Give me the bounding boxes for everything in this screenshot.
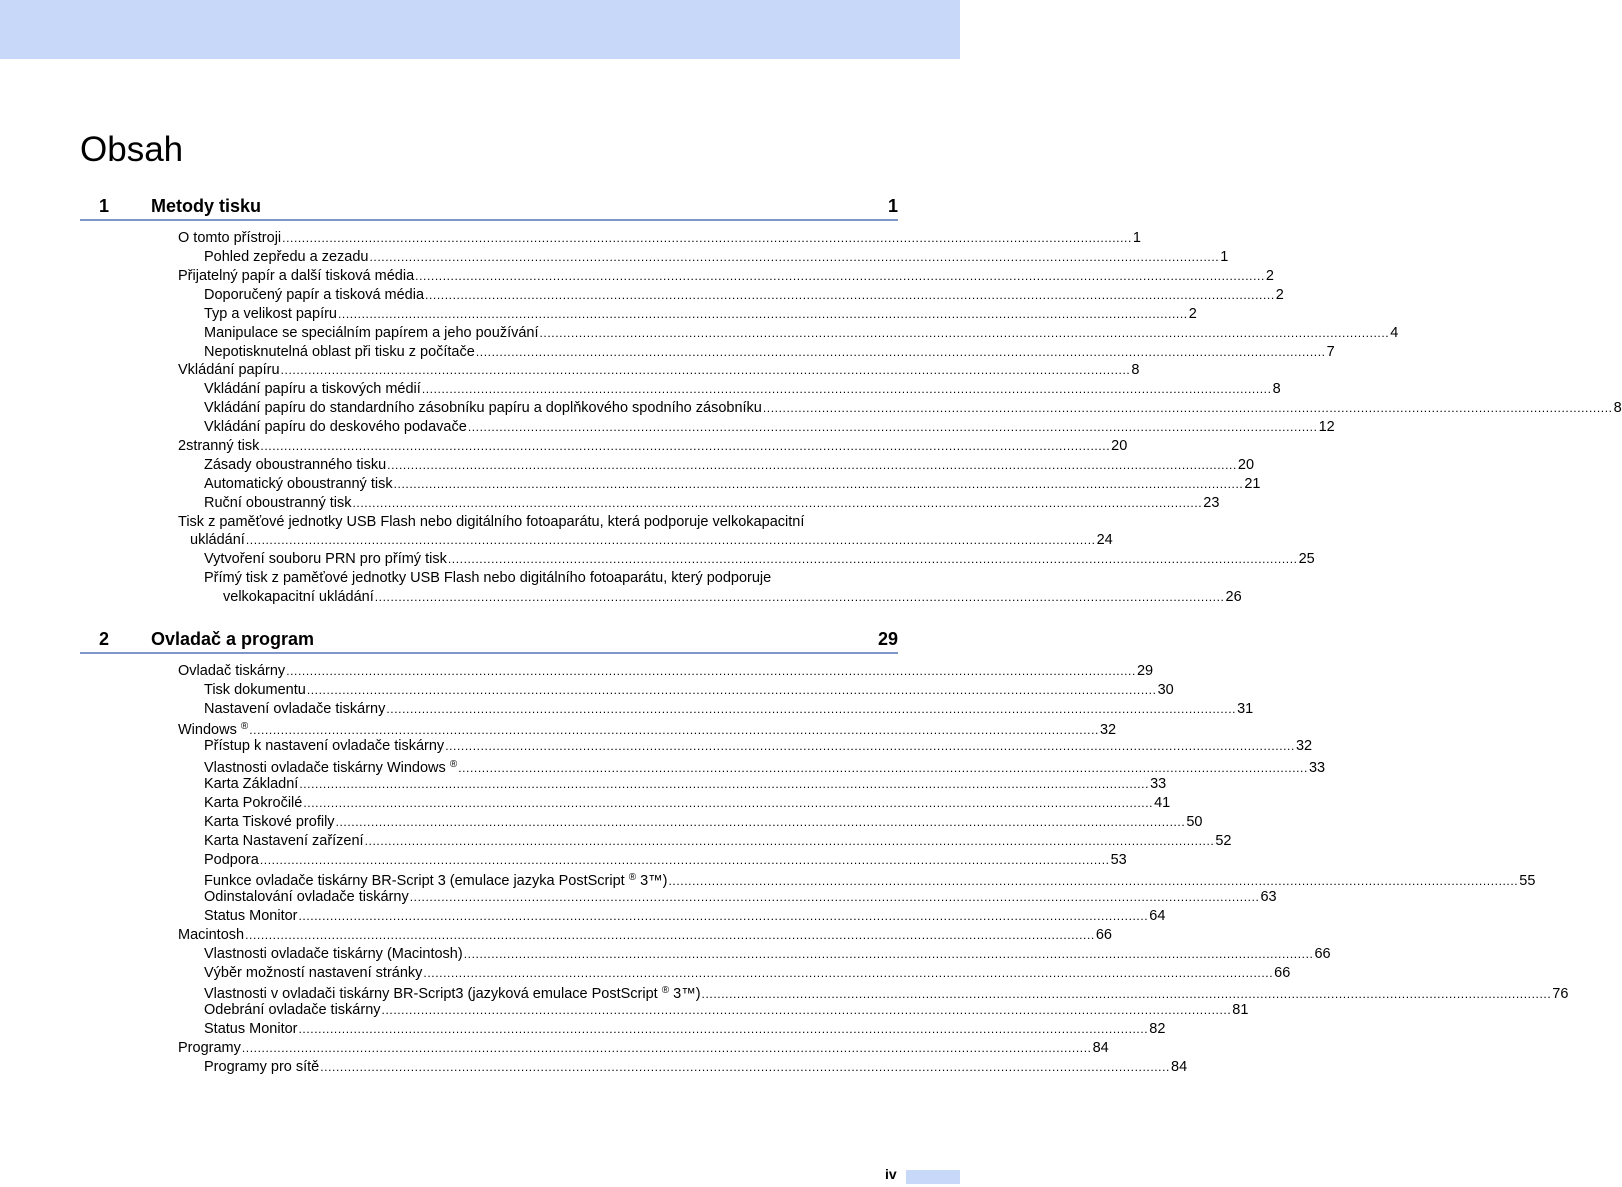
toc-entry[interactable]: Programy ........................................................................................................................................................................................................................ 84 [178, 1040, 1109, 1056]
toc-entry[interactable]: Vkládání papíru do deskového podavače ........................................................................................................................................................................................................................ 12 [204, 419, 1335, 435]
chapter-title: Metody tisku [151, 196, 262, 216]
chapter-heading-1[interactable] [80, 193, 898, 221]
chapter-page: 29 [877, 629, 898, 649]
chapter-number: 1 [99, 196, 110, 216]
toc-entry[interactable]: Pohled zepředu a zezadu ........................................................................................................................................................................................................................ 1 [204, 249, 1229, 265]
toc-entry[interactable]: Doporučený papír a tisková média ........................................................................................................................................................................................................................ 2 [204, 287, 1284, 303]
toc-entry[interactable]: Automatický oboustranný tisk ........................................................................................................................................................................................................................ 21 [204, 476, 1261, 492]
toc-entry[interactable]: Windows ® ........................................................................................................................................................................................................................ 32 [178, 721, 1117, 738]
toc-entry[interactable]: Vlastnosti v ovladači tiskárny BR-Script3 (jazyková emulace PostScript ® 3™) ........................................................................................................................................................................................................................ 76 [204, 985, 1569, 1002]
toc-entry[interactable]: Vkládání papíru ........................................................................................................................................................................................................................ 8 [178, 362, 1140, 378]
registered-mark: ® [661, 985, 670, 996]
toc-entry[interactable]: Nastavení ovladače tiskárny ........................................................................................................................................................................................................................ 31 [204, 701, 1254, 717]
registered-mark: ® [240, 721, 249, 732]
chapter-page: 1 [887, 196, 898, 216]
toc-entry[interactable]: Typ a velikost papíru ........................................................................................................................................................................................................................ 2 [204, 306, 1197, 322]
toc-entry[interactable]: Zásady oboustranného tisku ........................................................................................................................................................................................................................ 20 [204, 457, 1255, 473]
toc-entry[interactable]: Výběr možností nastavení stránky ........................................................................................................................................................................................................................ 66 [204, 965, 1291, 981]
toc-entry[interactable]: Vkládání papíru a tiskových médií ........................................................................................................................................................................................................................ 8 [204, 381, 1281, 397]
toc-entry[interactable]: Přijatelný papír a další tisková média ........................................................................................................................................................................................................................ 2 [178, 268, 1274, 284]
toc-entry[interactable]: Karta Tiskové profily ........................................................................................................................................................................................................................ 50 [204, 814, 1203, 830]
toc-entry[interactable]: O tomto přístroji ........................................................................................................................................................................................................................ 1 [178, 230, 1141, 246]
toc-entry[interactable]: Karta Pokročilé ........................................................................................................................................................................................................................ 41 [204, 795, 1171, 811]
toc-entry[interactable]: velkokapacitní ukládání ........................................................................................................................................................................................................................ 26 [223, 589, 1242, 605]
toc-entry[interactable]: Manipulace se speciálním papírem a jeho používání ........................................................................................................................................................................................................................ 4 [204, 325, 1399, 341]
toc-entry[interactable]: 2stranný tisk ........................................................................................................................................................................................................................ 20 [178, 438, 1128, 454]
registered-mark: ® [449, 759, 458, 770]
chapter-heading-2[interactable] [80, 626, 898, 654]
toc-entry[interactable]: Status Monitor ........................................................................................................................................................................................................................ 64 [204, 908, 1166, 924]
header-band [0, 0, 960, 59]
toc-entry[interactable]: Ruční oboustranný tisk ........................................................................................................................................................................................................................ 23 [204, 495, 1220, 511]
toc-entry[interactable]: Podpora ........................................................................................................................................................................................................................ 53 [204, 852, 1127, 868]
page-number-text: iv [885, 1166, 897, 1182]
toc-entry[interactable]: Status Monitor ........................................................................................................................................................................................................................ 82 [204, 1021, 1166, 1037]
toc-entry[interactable]: Karta Základní ........................................................................................................................................................................................................................ 33 [204, 776, 1167, 792]
registered-mark: ® [628, 872, 637, 883]
toc-entry[interactable]: Vlastnosti ovladače tiskárny (Macintosh) ........................................................................................................................................................................................................................ 66 [204, 946, 1331, 962]
toc-entry[interactable]: Ovladač tiskárny ........................................................................................................................................................................................................................ 29 [178, 663, 1154, 679]
toc-entry[interactable]: Programy pro sítě ........................................................................................................................................................................................................................ 84 [204, 1059, 1188, 1075]
page-number [880, 1164, 960, 1187]
toc-entry-line1[interactable]: Tisk z paměťové jednotky USB Flash nebo digitálního fotoaparátu, která podporuje velkokapacitní [178, 514, 805, 530]
toc-entry[interactable]: Vkládání papíru do standardního zásobníku papíru a doplňkového spodního zásobníku ........................................................................................................................................................................................................................ 8 [204, 400, 1622, 416]
page-number-band [906, 1170, 960, 1184]
toc-entry[interactable]: Karta Nastavení zařízení ........................................................................................................................................................................................................................ 52 [204, 833, 1232, 849]
toc-entry[interactable]: Vytvoření souboru PRN pro přímý tisk ........................................................................................................................................................................................................................ 25 [204, 551, 1315, 567]
page-title: Obsah [80, 130, 184, 169]
toc-entry[interactable]: Vlastnosti ovladače tiskárny Windows ® ........................................................................................................................................................................................................................ 33 [204, 759, 1326, 776]
toc-entry[interactable]: Funkce ovladače tiskárny BR-Script 3 (emulace jazyka PostScript ® 3™) ........................................................................................................................................................................................................................ 55 [204, 872, 1536, 889]
toc-entry[interactable]: Odebrání ovladače tiskárny ........................................................................................................................................................................................................................ 81 [204, 1002, 1249, 1018]
chapter-number: 2 [99, 629, 110, 649]
toc-entry[interactable]: Macintosh ........................................................................................................................................................................................................................ 66 [178, 927, 1112, 943]
toc-entry[interactable]: Nepotisknutelná oblast při tisku z počítače ........................................................................................................................................................................................................................ 7 [204, 344, 1335, 360]
toc-entry[interactable]: Odinstalování ovladače tiskárny ........................................................................................................................................................................................................................ 63 [204, 889, 1277, 905]
toc-entry-line1[interactable]: Přímý tisk z paměťové jednotky USB Flash nebo digitálního fotoaparátu, který podporuje [204, 570, 772, 586]
toc-entry[interactable]: Tisk dokumentu ........................................................................................................................................................................................................................ 30 [204, 682, 1174, 698]
toc-entry[interactable]: ukládání ........................................................................................................................................................................................................................ 24 [190, 532, 1113, 548]
chapter-title: Ovladač a program [151, 629, 315, 649]
toc-entry[interactable]: Přístup k nastavení ovladače tiskárny ........................................................................................................................................................................................................................ 32 [204, 738, 1313, 754]
